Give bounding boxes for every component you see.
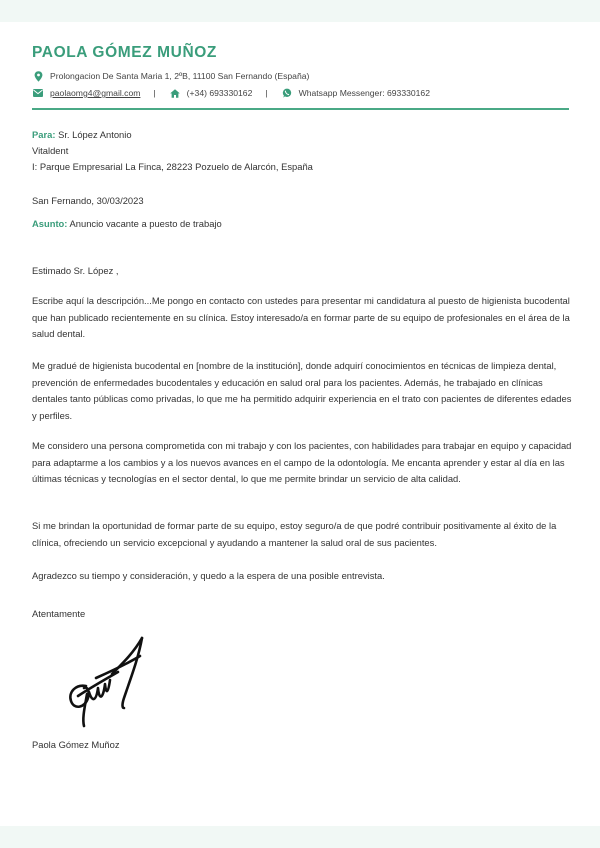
greeting: Estimado Sr. López , — [32, 265, 119, 276]
contact-details-line — [32, 87, 430, 99]
letter-date: San Fernando, 30/03/2023 — [32, 195, 144, 206]
recipient-company: Vitaldent — [32, 145, 69, 156]
whatsapp-icon — [281, 87, 293, 99]
header-divider — [32, 108, 569, 110]
address-text: Prolongacion De Santa Maria 1, 2ºB, 11100 San Fernando (España) — [50, 71, 310, 81]
closing: Atentamente — [32, 608, 86, 619]
body-paragraph-3: Me considero una persona comprometida con mi trabajo y con los pacientes, con habilidades para trabajar en equipo y capacidad para adaptarme a los cambios y a los nuevos avances en el campo de la odontología. Me encanta aprender y estar al día en las últimas técnicas y tecnologías en el sector dental, lo que me permite brindar un servicio de alta calidad. — [32, 440, 572, 484]
recipient-name: Sr. López Antonio — [58, 129, 132, 140]
body-paragraph-5: Agradezco su tiempo y consideración, y quedo a la espera de una posible entrevista. — [32, 570, 385, 581]
subject-text: Anuncio vacante a puesto de trabajo — [69, 218, 222, 229]
applicant-name: PAOLA GÓMEZ MUÑOZ — [32, 44, 217, 61]
address-line — [32, 70, 309, 82]
email-link[interactable]: paolaomg4@gmail.com — [50, 88, 141, 98]
to-label: Para: — [32, 129, 56, 140]
phone-text: (+34) 693330162 — [186, 88, 253, 98]
separator: | — [153, 88, 156, 98]
envelope-icon — [32, 87, 44, 99]
recipient-address: I: Parque Empresarial La Finca, 28223 Pozuelo de Alarcón, España — [32, 161, 313, 172]
handwritten-signature — [60, 624, 160, 734]
separator: | — [265, 88, 268, 98]
subject-line — [32, 216, 572, 233]
home-icon — [169, 87, 181, 99]
cover-letter-page — [0, 22, 600, 826]
body-paragraph-1: Escribe aquí la descripción...Me pongo en contacto con ustedes para presentar mi candidatura al puesto de higienista bucodental que han publicado recientemente en su clínica. Estoy interesado/a en formar parte de su equipo de profesionales en el área de la salud dental. — [32, 295, 570, 339]
signature-name: Paola Gómez Muñoz — [32, 739, 120, 750]
map-pin-icon — [32, 70, 44, 82]
recipient-line — [32, 127, 572, 144]
subject-label: Asunto: — [32, 218, 68, 229]
body-paragraph-4: Si me brindan la oportunidad de formar parte de su equipo, estoy seguro/a de que podré contribuir positivamente al éxito de la clínica, ofreciendo un servicio excepcional y ayudando a mantener la salud oral de sus pacientes. — [32, 520, 557, 548]
body-paragraph-2: Me gradué de higienista bucodental en [nombre de la institución], donde adquirí conocimientos en técnicas de limpieza dental, prevención de enfermedades bucodentales y educación en salud oral para los pacientes. Además, he trabajado en clínicas dentales tanto públicas como privadas, lo que me ha permitido adquirir experiencia en el trato con pacientes de diferentes edades y perfiles. — [32, 360, 572, 421]
whatsapp-text: Whatsapp Messenger: 693330162 — [298, 88, 430, 98]
